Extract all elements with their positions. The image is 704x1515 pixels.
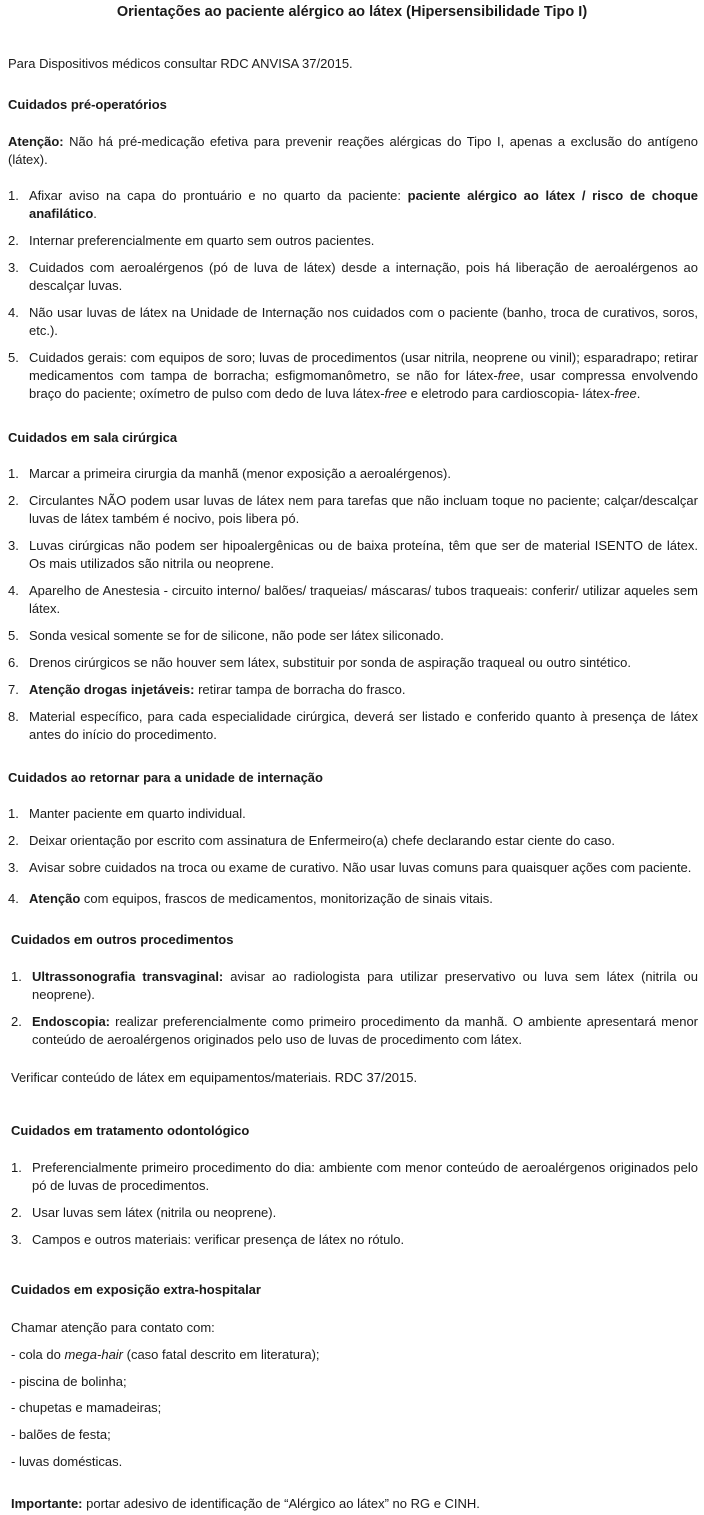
preop-heading: Cuidados pré-operatórios bbox=[8, 97, 167, 112]
list-item: 7. Atenção drogas injetáveis: retirar tampa de borracha do frasco. bbox=[8, 682, 406, 697]
document-title: Orientações ao paciente alérgico ao látex (Hipersensibilidade Tipo I) bbox=[116, 4, 588, 20]
list-item: 8. Material específico, para cada especialidade cirúrgica, deverá ser listado e conferido quanto à presença de látex antes do início do procedimento. bbox=[8, 709, 698, 742]
list-item: 1. Manter paciente em quarto individual. bbox=[8, 806, 246, 821]
surgery-heading: Cuidados em sala cirúrgica bbox=[8, 430, 178, 445]
list-item: 4. Aparelho de Anestesia - circuito interno/ balões/ traqueias/ máscaras/ tubos traqueais: conferir/ utilizar aqueles sem látex. bbox=[8, 583, 698, 616]
preop-attention-paragraph bbox=[8, 133, 698, 169]
preop-list bbox=[8, 187, 698, 403]
important-text: portar adesivo de identificação de “Alérgico ao látex” no RG e CINH. bbox=[82, 1496, 480, 1511]
other-heading: Cuidados em outros procedimentos bbox=[11, 932, 234, 947]
attention-text: Não há pré-medicação efetiva para prevenir reações alérgicas do Tipo I, apenas a exclusão do antígeno (látex). bbox=[8, 134, 698, 167]
extra-item: - balões de festa; bbox=[11, 1427, 111, 1442]
list-item: 2. Internar preferencialmente em quarto sem outros pacientes. bbox=[8, 233, 375, 248]
extra-lead: Chamar atenção para contato com: bbox=[11, 1320, 215, 1335]
list-item: 3. Cuidados com aeroalérgenos (pó de luva de látex) desde a internação, pois há liberação de aeroalérgenos ao descalçar luvas. bbox=[8, 260, 698, 293]
list-item: 1. Marcar a primeira cirurgia da manhã (menor exposição a aeroalérgenos). bbox=[8, 466, 451, 481]
list-item: 4. Não usar luvas de látex na Unidade de Internação nos cuidados com o paciente (banho, troca de curativos, soros, etc.). bbox=[8, 305, 698, 338]
list-item: 1. Afixar aviso na capa do prontuário e no quarto da paciente: paciente alérgico ao látex / risco de choque anafilático. bbox=[8, 188, 698, 221]
list-item: 2. Endoscopia: realizar preferencialmente como primeiro procedimento da manhã. O ambiente apresentará menor conteúdo de aeroalérgenos originados pelo uso de luvas de procedimento com látex. bbox=[11, 1014, 698, 1047]
extra-item: - piscina de bolinha; bbox=[11, 1374, 127, 1389]
other-note: Verificar conteúdo de látex em equipamentos/materiais. RDC 37/2015. bbox=[11, 1070, 418, 1085]
dental-heading: Cuidados em tratamento odontológico bbox=[11, 1123, 250, 1138]
important-label: Importante: bbox=[11, 1496, 83, 1511]
list-item: 3. Luvas cirúrgicas não podem ser hipoalergênicas ou de baixa proteína, têm que ser de material ISENTO de látex. Os mais utilizados são nitrila ou neoprene. bbox=[8, 538, 698, 571]
list-item: 2. Deixar orientação por escrito com assinatura de Enfermeiro(a) chefe declarando estar ciente do caso. bbox=[8, 833, 616, 848]
list-item: 5. Cuidados gerais: com equipos de soro; luvas de procedimentos (usar nitrila, neoprene ou vinil); esparadrapo; retirar medicamentos com tampa de borracha; esfigmomanômetro, se não for látex-free, usar compressa envolvendo braço do paciente; oxímetro de pulso com dedo de luva látex-free e eletrodo para cardioscopia- látex-free. bbox=[8, 350, 699, 401]
extra-heading: Cuidados em exposição extra-hospitalar bbox=[11, 1282, 261, 1297]
list-item: 5. Sonda vesical somente se for de silicone, não pode ser látex siliconado. bbox=[8, 628, 444, 643]
important-note bbox=[11, 1495, 701, 1513]
extra-item: - luvas domésticas. bbox=[11, 1454, 123, 1469]
dental-list bbox=[11, 1159, 698, 1249]
list-item: 1. Preferencialmente primeiro procedimento do dia: ambiente com menor conteúdo de aeroalérgenos originados pelo pó de luvas de procedimentos. bbox=[11, 1160, 698, 1193]
extra-item: - chupetas e mamadeiras; bbox=[11, 1400, 162, 1415]
extra-item: - cola do mega-hair (caso fatal descrito em literatura); bbox=[11, 1347, 320, 1362]
other-list bbox=[11, 968, 698, 1049]
attention-label: Atenção: bbox=[8, 134, 64, 149]
list-item: 4. Atenção com equipos, frascos de medicamentos, monitorização de sinais vitais. bbox=[8, 891, 493, 906]
list-item: 2. Circulantes NÃO podem usar luvas de látex nem para tarefas que não incluam toque no paciente; calçar/descalçar luvas de látex também é nocivo, pois libera pó. bbox=[8, 493, 698, 526]
surgery-list bbox=[8, 465, 698, 744]
intro-paragraph: Para Dispositivos médicos consultar RDC ANVISA 37/2015. bbox=[8, 56, 353, 71]
return-list bbox=[8, 805, 698, 908]
list-item: 2. Usar luvas sem látex (nitrila ou neoprene). bbox=[11, 1205, 277, 1220]
return-heading: Cuidados ao retornar para a unidade de internação bbox=[8, 770, 323, 785]
list-item: 1. Ultrassonografia transvaginal: avisar ao radiologista para utilizar preservativo ou luva sem látex (nitrila ou neoprene). bbox=[11, 969, 698, 1002]
list-item: 3. Campos e outros materiais: verificar presença de látex no rótulo. bbox=[11, 1232, 405, 1247]
list-item: 6. Drenos cirúrgicos se não houver sem látex, substituir por sonda de aspiração traqueal ou outro sintético. bbox=[8, 655, 631, 670]
list-item: 3. Avisar sobre cuidados na troca ou exame de curativo. Não usar luvas comuns para quaisquer ações com paciente. bbox=[8, 860, 692, 875]
